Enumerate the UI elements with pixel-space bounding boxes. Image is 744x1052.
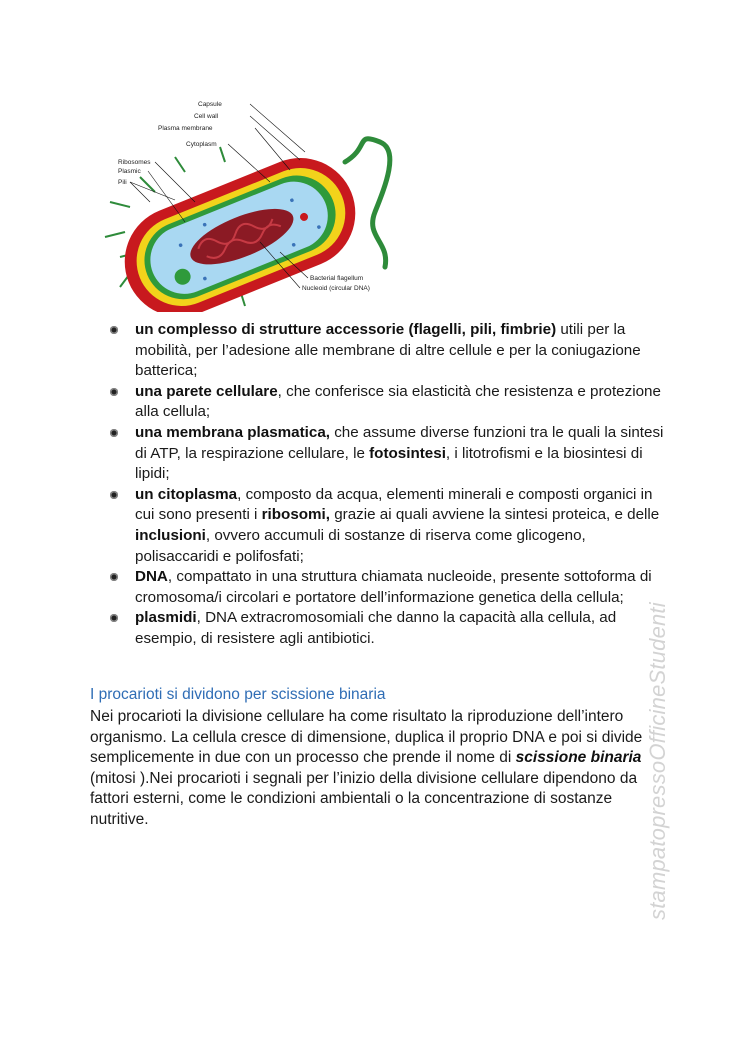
body-paragraph: Nei procarioti la divisione cellulare ha come risultato la riproduzione dell’intero organismo. La cellula cresce di dimensione, duplica il proprio DNA e poi si divide semplicemente in due con un processo che prende il nome di scissione binaria (mitosi ).Nei procarioti i segnali per l’inizio della divisione cellulare dipendono da fattori esterni, come le condizioni ambientali o la concentrazione di sostanze nutritive.: [90, 708, 643, 828]
bullet-icon: [110, 491, 118, 499]
label-cell-wall: Cell wall: [194, 113, 219, 120]
bullet-icon: [110, 573, 118, 581]
label-plasmid: Plasmic: [118, 168, 141, 175]
label-nucleoid: Nucleoid (circular DNA): [302, 285, 370, 292]
label-pili: Pili: [118, 179, 127, 186]
bullet-icon: [110, 326, 118, 334]
list-item: una parete cellulare, che conferisce sia elasticità che resistenza e protezione alla cellula;: [108, 382, 668, 423]
bullet-icon: [110, 614, 118, 622]
label-flagellum: Bacterial flagellum: [310, 275, 364, 282]
section-heading: I procarioti si dividono per scissione binaria: [90, 686, 386, 703]
list-item: plasmidi, DNA extracromosomiali che danno la capacità alla cellula, ad esempio, di resistere agli antibiotici.: [108, 608, 668, 649]
label-cytoplasm: Cytoplasm: [186, 141, 217, 148]
watermark: stampatopressoOfficineStudenti: [645, 602, 670, 920]
label-ribosomes: Ribosomes: [118, 159, 151, 166]
label-plasma-membrane: Plasma membrane: [158, 125, 213, 132]
bacterium-diagram: [100, 92, 400, 312]
bullet-icon: [110, 388, 118, 396]
list-item: un citoplasma, composto da acqua, elementi minerali e composti organici in cui sono presenti i ribosomi, grazie ai quali avviene la sintesi proteica, e delle inclusioni, ovvero accumuli di sostanze di riserva come glicogeno, polisaccaridi e polifosfati;: [108, 485, 668, 567]
bullet-icon: [110, 429, 118, 437]
structures-list: [108, 320, 668, 650]
list-item: DNA, compattato in una struttura chiamata nucleoide, presente sottoforma di cromosoma/i circolari e portatore dell’informazione genetica della cellula;: [108, 567, 668, 608]
emphasis-term: scissione binaria: [515, 749, 642, 767]
list-item: un complesso di strutture accessorie (flagelli, pili, fimbrie) utili per la mobilità, per l’adesione alle membrane di altre cellule e per la coniugazione batterica;: [108, 320, 668, 382]
label-capsule: Capsule: [198, 101, 222, 108]
list-item: una membrana plasmatica, che assume diverse funzioni tra le quali la sintesi di ATP, la respirazione cellulare, le fotosintesi, i litotrofismi e la biosintesi di lipidi;: [108, 423, 668, 485]
